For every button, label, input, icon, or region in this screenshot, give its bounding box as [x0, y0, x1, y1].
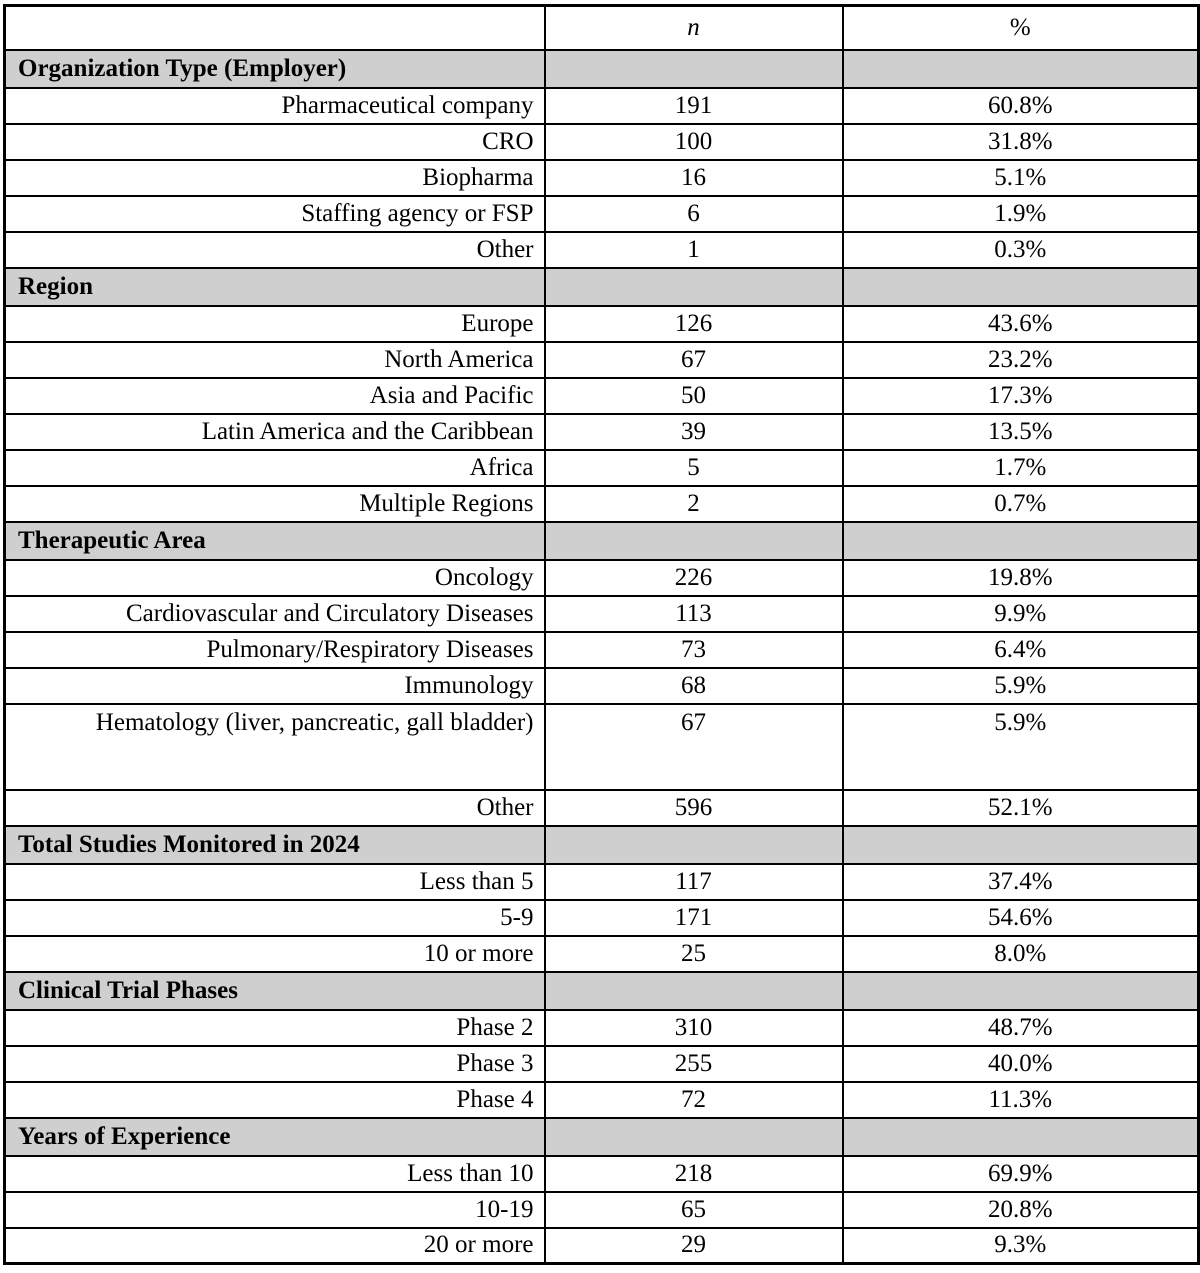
row-count: 16 — [545, 160, 843, 196]
row-count: 2 — [545, 486, 843, 522]
section-title: Years of Experience — [5, 1118, 545, 1156]
row-percent: 11.3% — [843, 1082, 1199, 1118]
row-percent: 9.9% — [843, 596, 1199, 632]
row-count: 117 — [545, 864, 843, 900]
row-percent: 1.7% — [843, 450, 1199, 486]
row-label: Europe — [5, 306, 545, 342]
row-percent: 8.0% — [843, 936, 1199, 972]
section-spacer-n — [545, 268, 843, 306]
row-percent: 23.2% — [843, 342, 1199, 378]
row-percent: 69.9% — [843, 1156, 1199, 1192]
section-header-row — [5, 50, 1199, 88]
table-row — [5, 232, 1199, 268]
row-percent: 19.8% — [843, 560, 1199, 596]
section-header-row — [5, 1118, 1199, 1156]
row-label: North America — [5, 342, 545, 378]
row-label: Other — [5, 790, 545, 826]
row-label: Multiple Regions — [5, 486, 545, 522]
row-label: 5-9 — [5, 900, 545, 936]
row-percent: 5.9% — [843, 668, 1199, 704]
table-row — [5, 560, 1199, 596]
table-container — [0, 4, 1200, 1265]
table-row — [5, 668, 1199, 704]
table-body — [5, 6, 1199, 1264]
table-row — [5, 342, 1199, 378]
row-label: Staffing agency or FSP — [5, 196, 545, 232]
row-label: 10-19 — [5, 1192, 545, 1228]
row-label: Biopharma — [5, 160, 545, 196]
table-row — [5, 414, 1199, 450]
table-row — [5, 1010, 1199, 1046]
row-label: Oncology — [5, 560, 545, 596]
section-header-row — [5, 972, 1199, 1010]
row-count: 1 — [545, 232, 843, 268]
row-percent: 9.3% — [843, 1228, 1199, 1264]
section-title: Total Studies Monitored in 2024 — [5, 826, 545, 864]
row-percent: 6.4% — [843, 632, 1199, 668]
row-label: 10 or more — [5, 936, 545, 972]
row-count: 29 — [545, 1228, 843, 1264]
row-label: Pharmaceutical company — [5, 88, 545, 124]
row-count: 68 — [545, 668, 843, 704]
table-row — [5, 1082, 1199, 1118]
row-label: Phase 3 — [5, 1046, 545, 1082]
row-count: 50 — [545, 378, 843, 414]
row-label: Less than 5 — [5, 864, 545, 900]
table-row — [5, 1192, 1199, 1228]
row-percent: 17.3% — [843, 378, 1199, 414]
row-count: 39 — [545, 414, 843, 450]
row-count: 65 — [545, 1192, 843, 1228]
row-label: Less than 10 — [5, 1156, 545, 1192]
table-row — [5, 160, 1199, 196]
section-title: Organization Type (Employer) — [5, 50, 545, 88]
table-row — [5, 900, 1199, 936]
section-spacer-percent — [843, 972, 1199, 1010]
row-label: Other — [5, 232, 545, 268]
table-row — [5, 124, 1199, 160]
row-count: 25 — [545, 936, 843, 972]
row-label: Immunology — [5, 668, 545, 704]
table-row — [5, 378, 1199, 414]
table-row — [5, 1156, 1199, 1192]
row-count: 596 — [545, 790, 843, 826]
column-header-n: n — [545, 6, 843, 50]
table-row — [5, 88, 1199, 124]
section-spacer-percent — [843, 1118, 1199, 1156]
row-count: 67 — [545, 342, 843, 378]
row-percent: 52.1% — [843, 790, 1199, 826]
section-spacer-n — [545, 50, 843, 88]
table-row — [5, 306, 1199, 342]
respondent-characteristics-table — [3, 4, 1200, 1265]
row-label: Phase 4 — [5, 1082, 545, 1118]
table-row — [5, 450, 1199, 486]
section-spacer-n — [545, 1118, 843, 1156]
table-row — [5, 632, 1199, 668]
row-count: 67 — [545, 704, 843, 790]
row-percent: 40.0% — [843, 1046, 1199, 1082]
row-label: Hematology (liver, pancreatic, gall bladder) — [5, 704, 545, 790]
row-percent: 0.3% — [843, 232, 1199, 268]
section-spacer-n — [545, 522, 843, 560]
table-header-row — [5, 6, 1199, 50]
table-row — [5, 486, 1199, 522]
column-header-percent: % — [843, 6, 1199, 50]
row-count: 255 — [545, 1046, 843, 1082]
row-count: 218 — [545, 1156, 843, 1192]
row-count: 126 — [545, 306, 843, 342]
section-spacer-n — [545, 826, 843, 864]
row-percent: 37.4% — [843, 864, 1199, 900]
row-percent: 20.8% — [843, 1192, 1199, 1228]
row-count: 72 — [545, 1082, 843, 1118]
row-count: 100 — [545, 124, 843, 160]
section-spacer-percent — [843, 826, 1199, 864]
row-label: Africa — [5, 450, 545, 486]
section-header-row — [5, 522, 1199, 560]
row-percent: 31.8% — [843, 124, 1199, 160]
section-title: Region — [5, 268, 545, 306]
row-percent: 1.9% — [843, 196, 1199, 232]
column-header-label — [5, 6, 545, 50]
row-label: Pulmonary/Respiratory Diseases — [5, 632, 545, 668]
row-percent: 43.6% — [843, 306, 1199, 342]
row-count: 73 — [545, 632, 843, 668]
row-count: 5 — [545, 450, 843, 486]
section-title: Clinical Trial Phases — [5, 972, 545, 1010]
section-spacer-percent — [843, 268, 1199, 306]
row-label: 20 or more — [5, 1228, 545, 1264]
row-percent: 54.6% — [843, 900, 1199, 936]
section-spacer-percent — [843, 50, 1199, 88]
section-spacer-percent — [843, 522, 1199, 560]
section-header-row — [5, 268, 1199, 306]
table-row — [5, 936, 1199, 972]
table-row — [5, 864, 1199, 900]
row-percent: 5.1% — [843, 160, 1199, 196]
table-row — [5, 1228, 1199, 1264]
row-count: 191 — [545, 88, 843, 124]
table-row — [5, 596, 1199, 632]
row-label: Phase 2 — [5, 1010, 545, 1046]
row-label: Cardiovascular and Circulatory Diseases — [5, 596, 545, 632]
row-label: CRO — [5, 124, 545, 160]
row-percent: 13.5% — [843, 414, 1199, 450]
section-title: Therapeutic Area — [5, 522, 545, 560]
table-row — [5, 1046, 1199, 1082]
row-count: 226 — [545, 560, 843, 596]
row-label: Latin America and the Caribbean — [5, 414, 545, 450]
row-count: 171 — [545, 900, 843, 936]
table-row — [5, 790, 1199, 826]
section-header-row — [5, 826, 1199, 864]
table-row — [5, 196, 1199, 232]
row-count: 6 — [545, 196, 843, 232]
table-row — [5, 704, 1199, 790]
row-percent: 0.7% — [843, 486, 1199, 522]
row-percent: 5.9% — [843, 704, 1199, 790]
row-count: 310 — [545, 1010, 843, 1046]
row-label: Asia and Pacific — [5, 378, 545, 414]
row-percent: 48.7% — [843, 1010, 1199, 1046]
section-spacer-n — [545, 972, 843, 1010]
row-percent: 60.8% — [843, 88, 1199, 124]
row-count: 113 — [545, 596, 843, 632]
